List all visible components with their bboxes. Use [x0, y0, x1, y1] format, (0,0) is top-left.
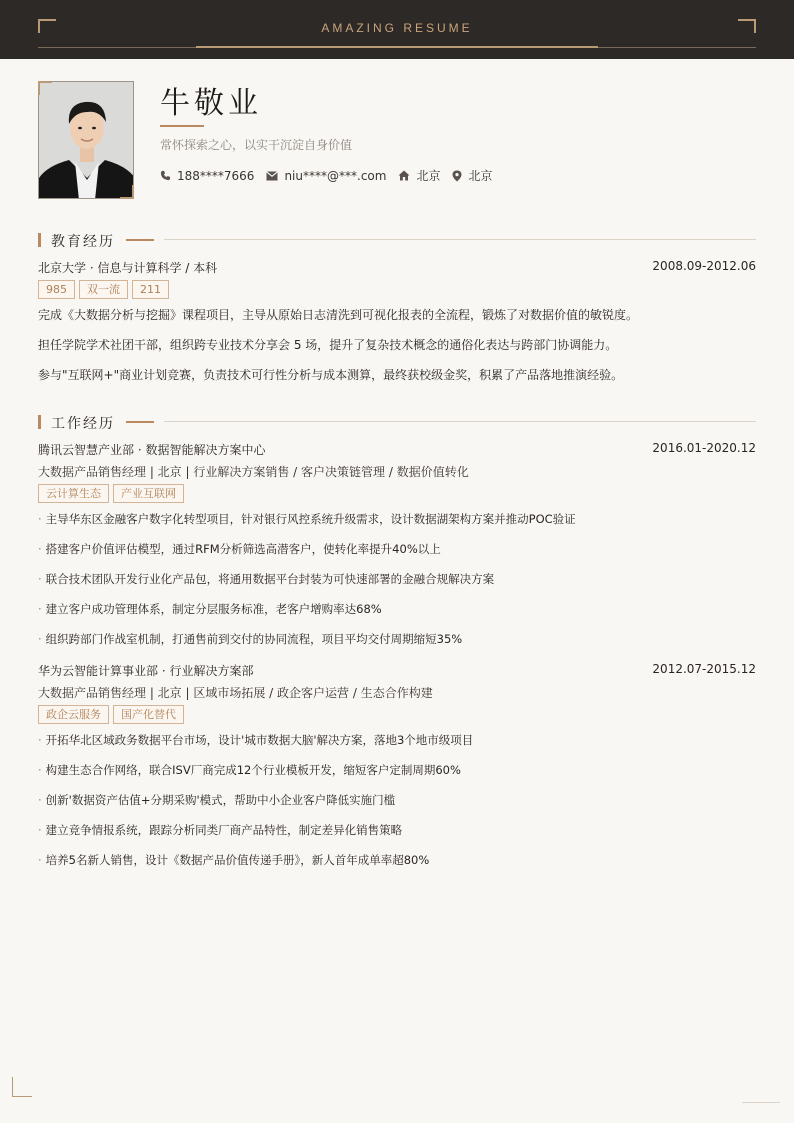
job-period: 2016.01-2020.12 [652, 441, 756, 455]
job-bullet: · 联合技术团队开发行业化产品包，将通用数据平台封装为可快速部署的金融合规解决方案 [38, 572, 495, 586]
tag: 政企云服务 [38, 705, 109, 724]
avatar [38, 81, 134, 199]
company-name: 华为云智能计算事业部 · 行业解决方案部 [38, 664, 254, 678]
contact-home-text: 北京 [416, 169, 441, 183]
section-title: 教育经历 [51, 234, 115, 250]
education-paragraph: 参与"互联网+"商业计划竞赛，负责技术可行性分析与成本测算，最终获校级金奖，积累了产品落地推演经验。 [38, 368, 624, 382]
job-period: 2012.07-2015.12 [652, 662, 756, 676]
contact-email[interactable] [266, 169, 386, 183]
photo-corner-ornament [38, 81, 52, 95]
tag: 211 [132, 280, 169, 299]
job-bullet: · 创新'数据资产估值+分期采购'模式，帮助中小企业客户降低实施门槛 [38, 793, 396, 807]
contact-email-text: niu****@***.com [284, 168, 387, 183]
tag: 产业互联网 [113, 484, 184, 503]
job-bullet: · 建立竞争情报系统，跟踪分析同类厂商产品特性，制定差异化销售策略 [38, 823, 403, 837]
education-entry-header [38, 259, 756, 276]
school-name: 北京大学 · 信息与计算科学 / 本科 [38, 261, 218, 275]
contact-location [452, 167, 492, 184]
portrait-illustration [39, 82, 134, 199]
tag: 985 [38, 280, 75, 299]
job-role: 大数据产品销售经理 | 北京 | 区域市场拓展 / 政企客户运营 / 生态合作构建 [38, 686, 433, 700]
section-divider [164, 239, 756, 240]
job-bullet: · 开拓华北区域政务数据平台市场，设计'城市数据大脑'解决方案，落地3个地市级项目 [38, 733, 474, 747]
education-period: 2008.09-2012.06 [652, 259, 756, 273]
tag: 国产化替代 [113, 705, 184, 724]
contact-phone[interactable] [160, 169, 254, 183]
photo-corner-ornament [120, 185, 134, 199]
motto: 常怀探索之心，以实干沉淀自身价值 [160, 138, 353, 152]
section-divider [164, 421, 756, 422]
job-bullet: · 组织跨部门作战室机制，打通售前到交付的协同流程，项目平均交付周期缩短35% [38, 632, 463, 646]
work-section-header [38, 413, 756, 431]
location-pin-icon [452, 170, 462, 182]
footer-corner-ornament [12, 1077, 32, 1097]
tag: 双一流 [79, 280, 128, 299]
candidate-name: 牛敬业 [160, 86, 262, 121]
contact-phone-text: 188****7666 [177, 168, 255, 183]
job-bullet: · 培养5名新人销售，设计《数据产品价值传递手册》，新人首年成单率超80% [38, 853, 430, 867]
home-icon [398, 170, 410, 181]
name-underline [160, 125, 204, 127]
header-rule-accent [196, 46, 598, 48]
section-marker [38, 233, 41, 247]
education-tags [38, 280, 173, 299]
section-accent [126, 421, 154, 423]
phone-icon [160, 170, 171, 181]
header-bar [0, 0, 794, 59]
section-accent [126, 239, 154, 241]
job-tags [38, 484, 188, 503]
job-bullet: · 搭建客户价值评估模型，通过RFM分析筛选高潜客户，使转化率提升40%以上 [38, 542, 441, 556]
job-entry-header [38, 662, 756, 679]
mail-icon [266, 171, 278, 181]
company-name: 腾讯云智慧产业部 · 数据智能解决方案中心 [38, 443, 266, 457]
job-entry-header [38, 441, 756, 458]
contact-list [160, 167, 504, 184]
contact-home [398, 167, 440, 184]
contact-location-text: 北京 [468, 169, 493, 183]
tag: 云计算生态 [38, 484, 109, 503]
footer-rule [742, 1102, 780, 1103]
job-bullet: · 构建生态合作网络，联合ISV厂商完成12个行业模板开发，缩短客户定制周期60% [38, 763, 461, 777]
education-paragraph: 完成《大数据分析与挖掘》课程项目，主导从原始日志清洗到可视化报表的全流程，锻炼了对数据价值的敏锐度。 [38, 308, 639, 322]
job-tags [38, 705, 188, 724]
brand-title: AMAZING RESUME [321, 21, 473, 35]
job-bullet: · 主导华东区金融客户数字化转型项目，针对银行风控系统升级需求，设计数据湖架构方案并推动POC验证 [38, 512, 576, 526]
section-title: 工作经历 [51, 416, 115, 432]
job-bullet: · 建立客户成功管理体系，制定分层服务标准，老客户增购率达68% [38, 602, 382, 616]
education-paragraph: 担任学院学术社团干部，组织跨专业技术分享会 5 场，提升了复杂技术概念的通俗化表达与跨部门协调能力。 [38, 338, 618, 352]
job-role: 大数据产品销售经理 | 北京 | 行业解决方案销售 / 客户决策链管理 / 数据价值转化 [38, 465, 469, 479]
section-marker [38, 415, 41, 429]
education-section-header [38, 231, 756, 249]
